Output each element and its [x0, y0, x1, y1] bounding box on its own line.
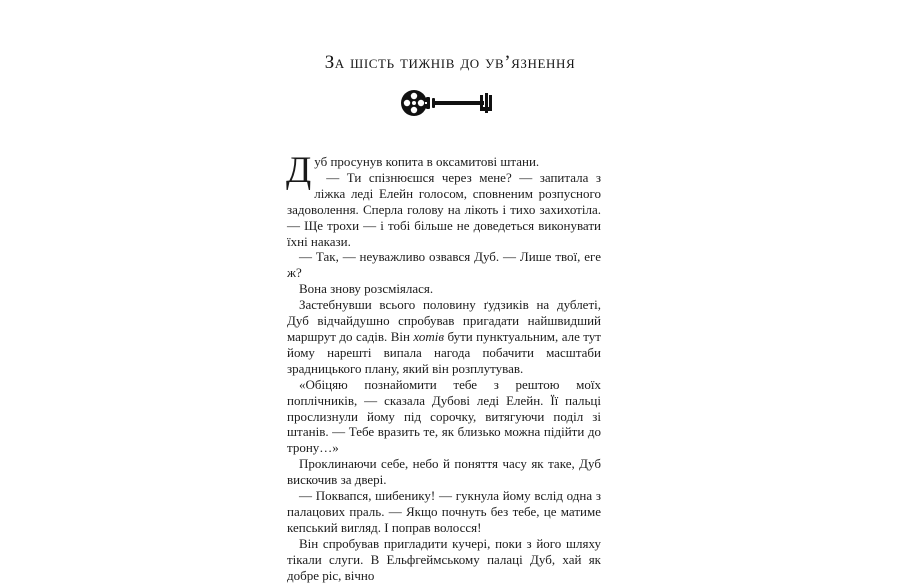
paragraph-text: Застебнувши всього половину ґудзиків на дублеті, Дуб відчайдушно спробував пригадати найшвидший маршрут до садів. Він	[287, 297, 601, 344]
skeleton-key-icon	[392, 83, 512, 123]
chapter-title: За шість тижнів до ув’язнення	[324, 52, 576, 73]
paragraph: «Обіцяю познайомити тебе з рештою моїх поплічників, — сказала Дубові леді Елейн. Її пальці прослизнули йому під сорочку, витягуючи поділ зі штанів. — Тебе вразить те, як близько можна підійти до трону…»	[287, 376, 601, 456]
paragraph: Вона знову розсміялася.	[299, 281, 434, 297]
paragraph: Він спробував пригладити кучері, поки з його шляху тікали слуги. В Ельфгеймському палаці Дуб, хай як добре ріс, вічно	[287, 535, 601, 583]
paragraph: — Поквапся, шибенику! — гукнула йому вслід одна з палацових праль. — Якщо почнуть без тебе, це матиме кепський вигляд. І поправ волосся!	[287, 488, 601, 535]
paragraph	[287, 297, 601, 377]
paragraph: — Так, — неуважливо озвався Дуб. — Лише твої, еге ж?	[287, 249, 601, 281]
drop-cap: Д	[286, 150, 312, 191]
chapter-body	[286, 150, 601, 583]
paragraph-text: уб просунув копита в оксамитові штани.	[314, 154, 540, 169]
emphasized-word: хотів	[413, 328, 444, 344]
paragraph: Проклинаючи себе, небо й поняття часу як таке, Дуб вискочив за двері.	[287, 456, 601, 488]
paragraph-text: бути пунктуальним, але тут йому нарешті випала нагода побачити масштаби зрадницького плану, який він розплутував.	[287, 328, 601, 376]
paragraph: — Ти спізнюєшся через мене? — запитала з ліжка леді Елейн голосом, сповненим розпусного задоволення. Сперла голову на лікоть і тихо захихотіла. — Ще трохи — і тобі більше не доведеться виконувати їхні накази.	[287, 169, 601, 249]
paragraph	[286, 150, 601, 191]
